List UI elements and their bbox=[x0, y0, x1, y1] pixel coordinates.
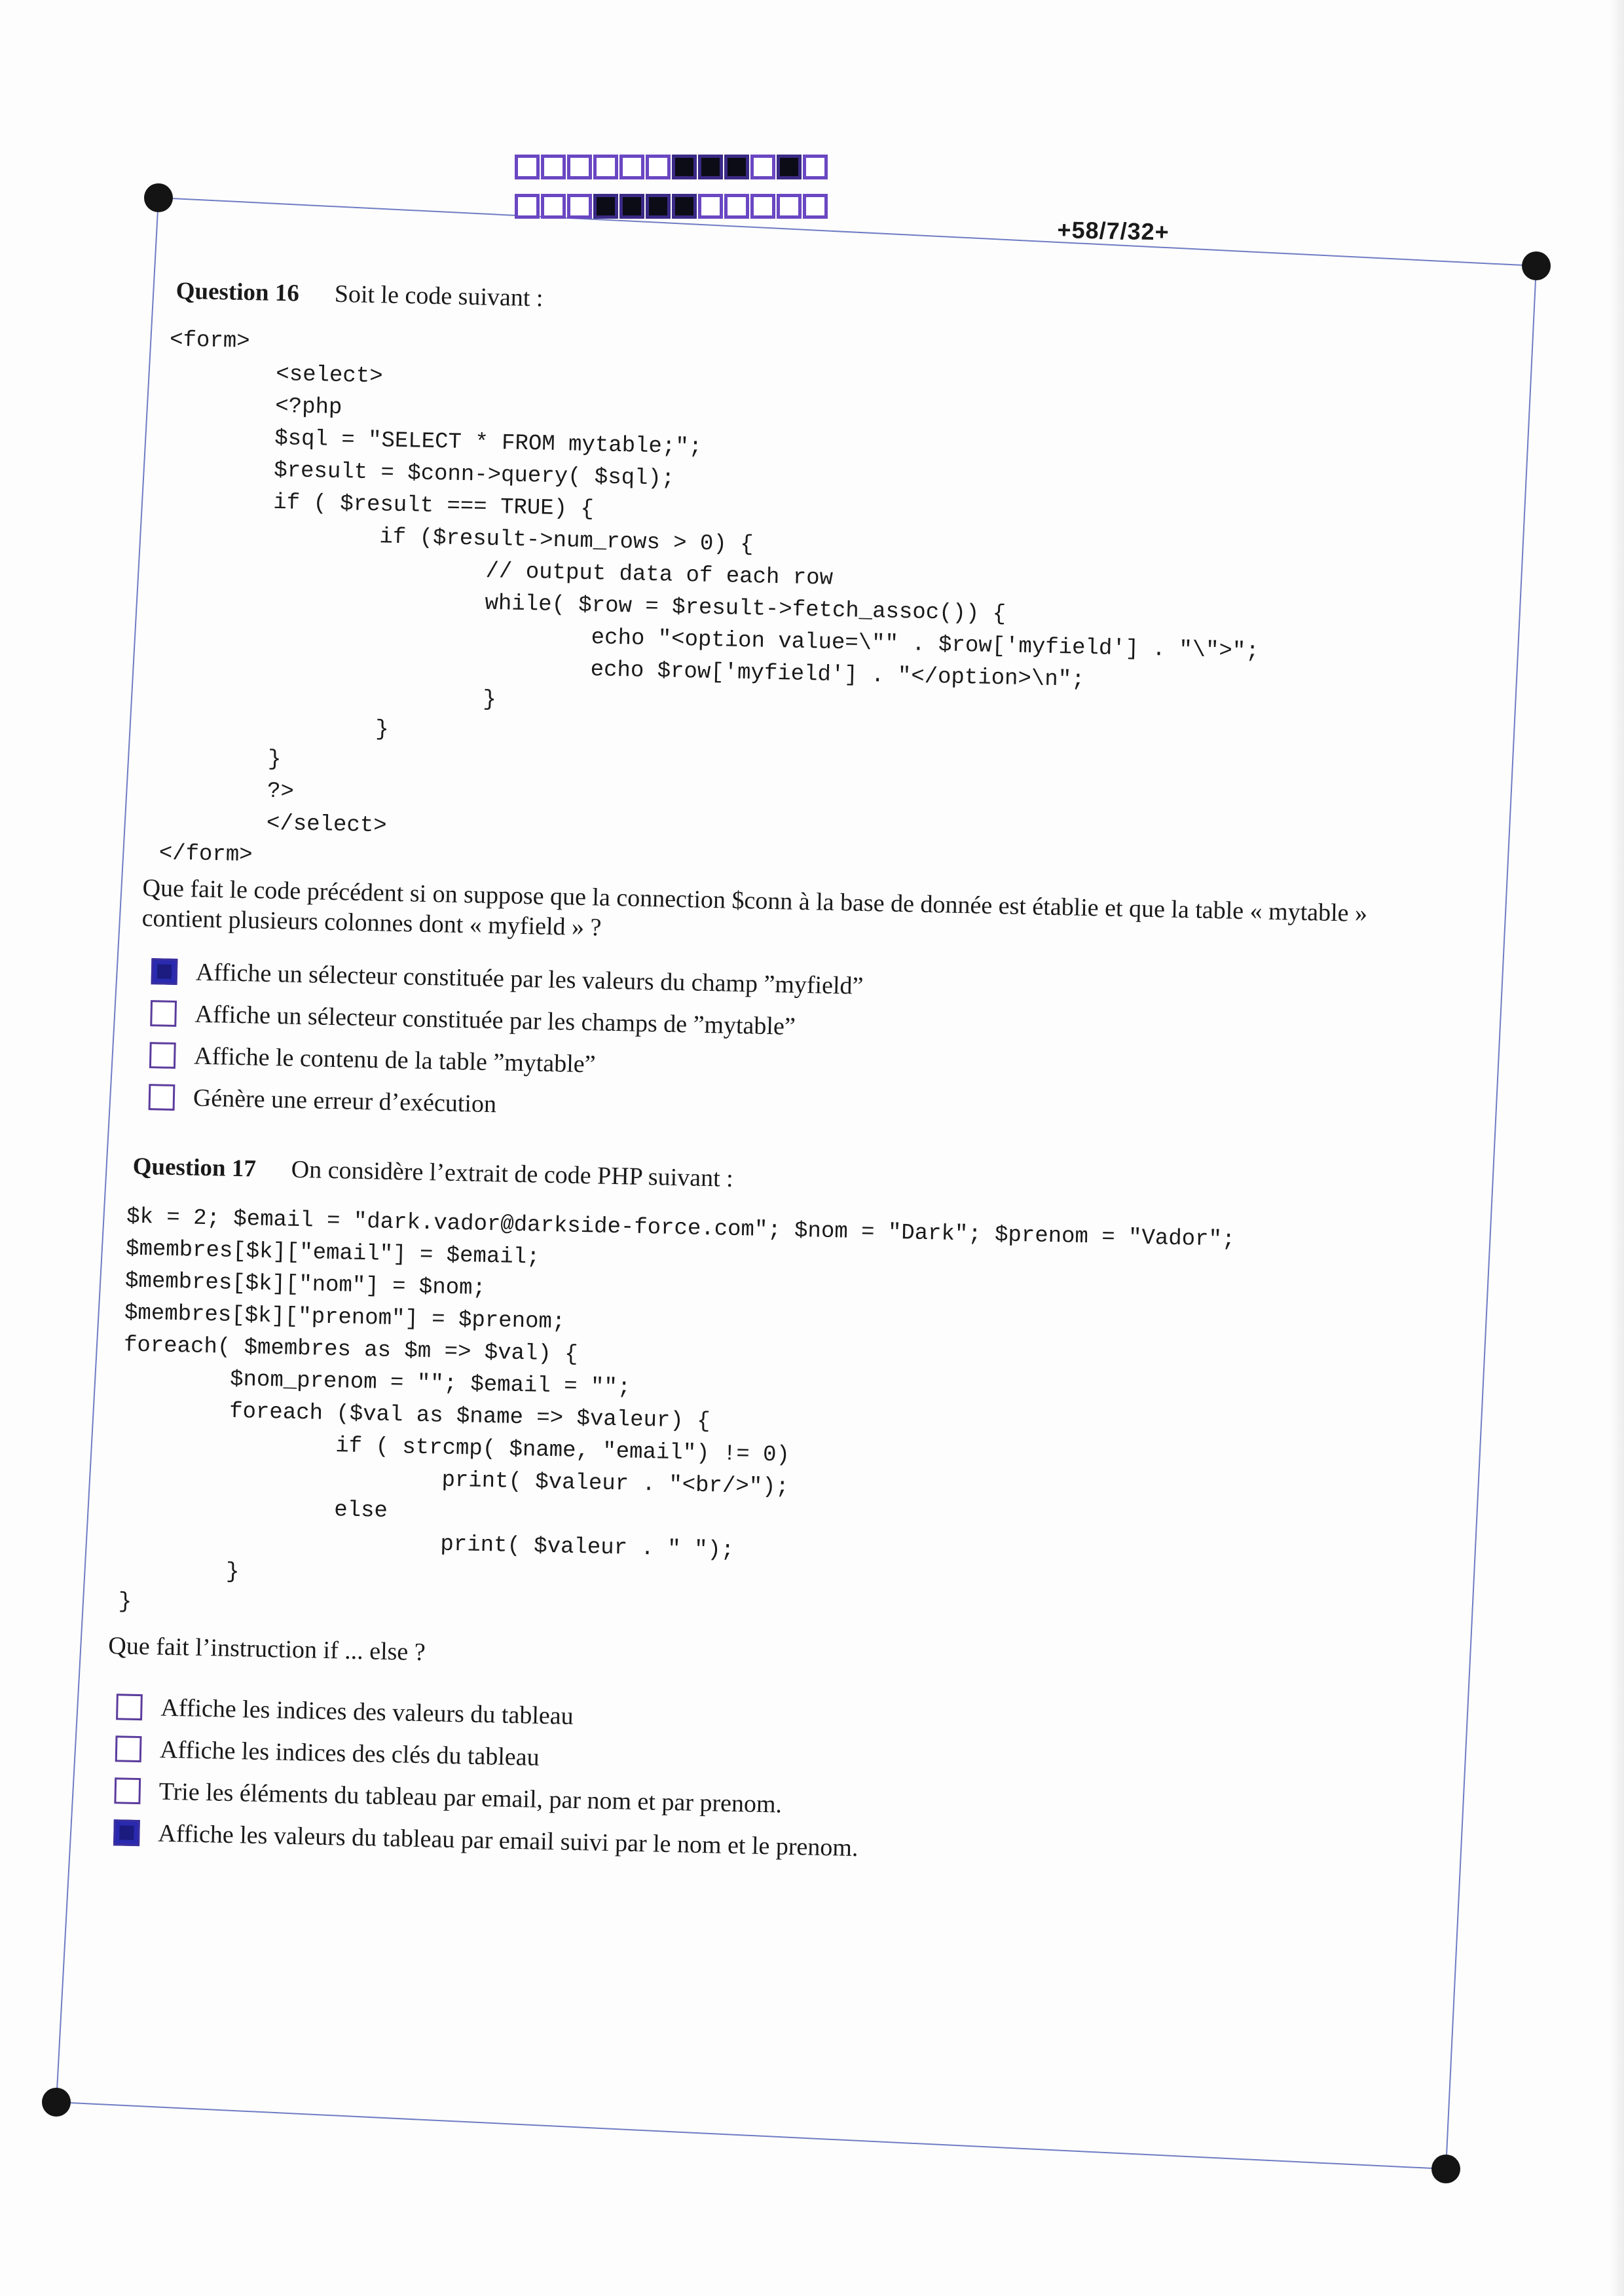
id-code-cell bbox=[646, 155, 671, 179]
question-number: Question 17 bbox=[132, 1153, 257, 1183]
answer-label: Trie les éléments du tableau par email, par nom et par prenom. bbox=[158, 1777, 783, 1819]
answer-label: Affiche un sélecteur constituée par les valeurs du champ ”myfield” bbox=[195, 958, 864, 1000]
page-identifier: +58/7/32+ bbox=[1057, 216, 1170, 246]
id-code-cell bbox=[619, 155, 644, 179]
id-code-cell bbox=[724, 194, 749, 219]
id-code-cell bbox=[593, 194, 618, 219]
registration-mark-top-right bbox=[1522, 251, 1551, 280]
question-number: Question 16 bbox=[175, 277, 300, 307]
id-code-cell bbox=[698, 155, 723, 179]
question-17-prompt: Que fait l’instruction if ... else ? bbox=[107, 1632, 426, 1667]
answer-checkbox[interactable] bbox=[150, 1000, 177, 1027]
id-code-cell bbox=[750, 194, 775, 219]
id-code-cell bbox=[724, 155, 749, 179]
id-code-cell bbox=[672, 194, 697, 219]
id-code-cell bbox=[593, 155, 618, 179]
answer-checkbox[interactable] bbox=[115, 1735, 142, 1762]
answer-label: Affiche le contenu de la table ”mytable” bbox=[193, 1042, 596, 1079]
question-17-code: $k = 2; $email = "dark.vador@darkside-force.com"; $nom = "Dark"; $prenom = "Vador"; $membres[$k]["email"] = $email; $membres[$k]["nom"] = $nom; $membres[$k]["prenom"] = $prenom; foreach( $membres as $m => $val) { $nom_prenom = ""; $email = ""; foreach ($val as $name => $valeur) { if ( strcmp( $name, "email") != 0) print( $valeur . "<br/>"); else print( $valeur . " "); } } bbox=[118, 1204, 1236, 1615]
question-intro: Soit le code suivant : bbox=[334, 280, 544, 312]
id-code-cell bbox=[567, 194, 592, 219]
id-code-cell bbox=[698, 194, 723, 219]
id-code-cell bbox=[515, 155, 540, 179]
question-intro: On considère l’extrait de code PHP suivant : bbox=[291, 1155, 734, 1193]
answer-checkbox[interactable] bbox=[113, 1819, 140, 1846]
answer-label: Affiche les indices des valeurs du tableau bbox=[160, 1694, 574, 1730]
id-code-cell bbox=[803, 155, 828, 179]
id-code-cell bbox=[619, 194, 644, 219]
answer-checkbox[interactable] bbox=[116, 1694, 143, 1720]
question-16-prompt: Que fait le code précédent si on suppose que la connection $conn à la base de donnée est établie et que la table « mytable » contient plusieurs colonnes dont « myfield » ? bbox=[141, 874, 1368, 942]
id-code-cell bbox=[803, 194, 828, 219]
answer-label: Affiche un sélecteur constituée par les champs de ”mytable” bbox=[194, 1000, 796, 1041]
id-code-cell bbox=[515, 194, 540, 219]
id-code-cell bbox=[750, 155, 775, 179]
id-code-cell bbox=[777, 155, 802, 179]
answer-checkbox[interactable] bbox=[151, 958, 178, 985]
answer-label: Affiche les indices des clés du tableau bbox=[159, 1735, 540, 1771]
answer-checkbox[interactable] bbox=[149, 1084, 175, 1111]
id-code-cell bbox=[567, 155, 592, 179]
registration-mark-bottom-left bbox=[42, 2088, 71, 2117]
registration-mark-bottom-right bbox=[1431, 2155, 1460, 2183]
id-code-cell bbox=[541, 194, 566, 219]
answer-label: Génère une erreur d’exécution bbox=[193, 1084, 497, 1119]
answer-checkbox[interactable] bbox=[114, 1777, 141, 1804]
question-16-code: <form> <select> <?php $sql = "SELECT * FROM mytable;"; $result = $conn->query( $sql); if ( $result === TRUE) { if ($result->num_rows > 0) { // output data of each row while( $row = $result->fetch_assoc()) { echo "<option value=\"" . $row['myfield'] . "\">"; echo $row['myfield'] . "</option>\n"; } } } ?> </select> </form> bbox=[158, 327, 1260, 868]
id-code-cell bbox=[541, 155, 566, 179]
registration-mark-top-left bbox=[144, 183, 173, 212]
answer-checkbox[interactable] bbox=[149, 1042, 176, 1069]
id-code-cell bbox=[777, 194, 802, 219]
id-code-row-1 bbox=[515, 155, 828, 179]
id-code-cell bbox=[672, 155, 697, 179]
id-code-row-2 bbox=[515, 194, 828, 219]
id-code-cell bbox=[646, 194, 671, 219]
answer-label: Affiche les valeurs du tableau par email suivi par le nom et le prenom. bbox=[157, 1819, 858, 1862]
